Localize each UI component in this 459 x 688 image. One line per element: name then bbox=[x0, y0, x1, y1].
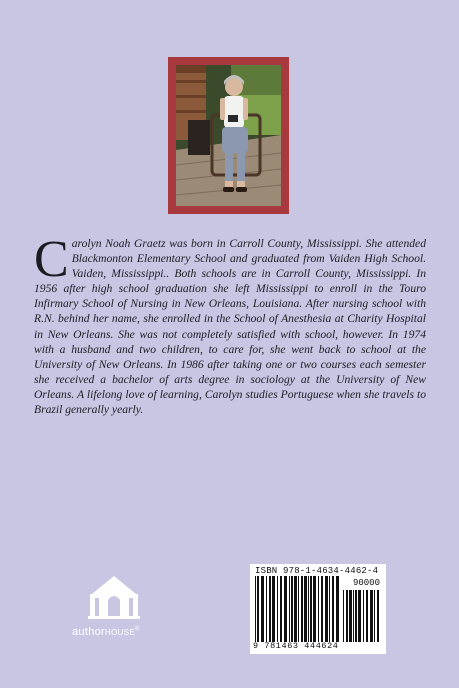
author-photo bbox=[176, 65, 281, 206]
barcode-number: 9 781463 444624 bbox=[253, 641, 339, 651]
barcode-bar bbox=[280, 576, 282, 642]
barcode-bar bbox=[257, 576, 259, 642]
price-code: 90000 bbox=[352, 578, 380, 588]
barcode-bar bbox=[313, 576, 316, 642]
barcode-bar bbox=[289, 576, 290, 642]
isbn-barcode bbox=[250, 564, 386, 654]
publisher-name: authorHOUSE® bbox=[72, 626, 140, 638]
author-biography bbox=[34, 231, 426, 417]
barcode-bar bbox=[269, 576, 271, 642]
drop-cap: C bbox=[34, 231, 69, 288]
barcode-bar bbox=[349, 590, 352, 642]
barcode-bar bbox=[266, 576, 267, 642]
barcode-bar bbox=[321, 576, 323, 642]
barcode-bar bbox=[261, 576, 264, 642]
barcode-bar bbox=[343, 590, 344, 642]
barcode-bar bbox=[325, 576, 328, 642]
barcode-bar bbox=[308, 576, 309, 642]
barcode-bar bbox=[255, 576, 256, 642]
barcode-bar bbox=[329, 576, 330, 642]
barcode-bar bbox=[377, 590, 379, 642]
barcode-bar bbox=[366, 590, 368, 642]
barcode-addon-bars bbox=[343, 590, 381, 642]
barcode-bar bbox=[298, 576, 299, 642]
author-photo-frame bbox=[168, 57, 289, 214]
isbn-label: ISBN 978-1-4634-4462-4 bbox=[255, 566, 379, 576]
barcode-bar bbox=[363, 590, 364, 642]
barcode-bar bbox=[294, 576, 297, 642]
barcode-bar bbox=[304, 576, 307, 642]
barcode-bar bbox=[310, 576, 312, 642]
barcode-bar bbox=[358, 590, 361, 642]
barcode-bar bbox=[336, 576, 339, 642]
barcode-bar bbox=[370, 590, 373, 642]
author-photo-illustration bbox=[176, 65, 281, 206]
barcode-bar bbox=[318, 576, 319, 642]
barcode-bar bbox=[355, 590, 357, 642]
barcode-bar bbox=[284, 576, 287, 642]
barcode-bars bbox=[255, 576, 341, 642]
barcode-bar bbox=[291, 576, 293, 642]
barcode-bar bbox=[374, 590, 375, 642]
biography-text: arolyn Noah Graetz was born in Carroll County, Mississippi. She attended Blackmonton Elementary School and graduated from Vaiden High School. Vaiden, Mississippi.. Both schools are in Carroll County, Mississippi. In 1956 after high school graduation she left Mississippi to enroll in the Touro Infirmary School of Nursing in New Orleans, Louisiana. After nursing school with R.N. behind her name, she enrolled in the School of Anesthesia at Charity Hospital in New Orleans. She was not completely satisfied with school, however. In 1974 with a husband and two children, to care for, she went back to school at the University of New Orleans. In 1986 after taking one or two courses each semester she received a bachelor of arts degree in sociology at the University of New Orleans. A lifelong love of learning, Carolyn studies Portuguese when she travels to Brazil generally yearly. bbox=[34, 237, 426, 417]
barcode-bar bbox=[277, 576, 278, 642]
barcode-bar bbox=[353, 590, 354, 642]
barcode-bar bbox=[346, 590, 348, 642]
barcode-bar bbox=[301, 576, 303, 642]
barcode-bar bbox=[332, 576, 334, 642]
barcode-bar bbox=[272, 576, 275, 642]
